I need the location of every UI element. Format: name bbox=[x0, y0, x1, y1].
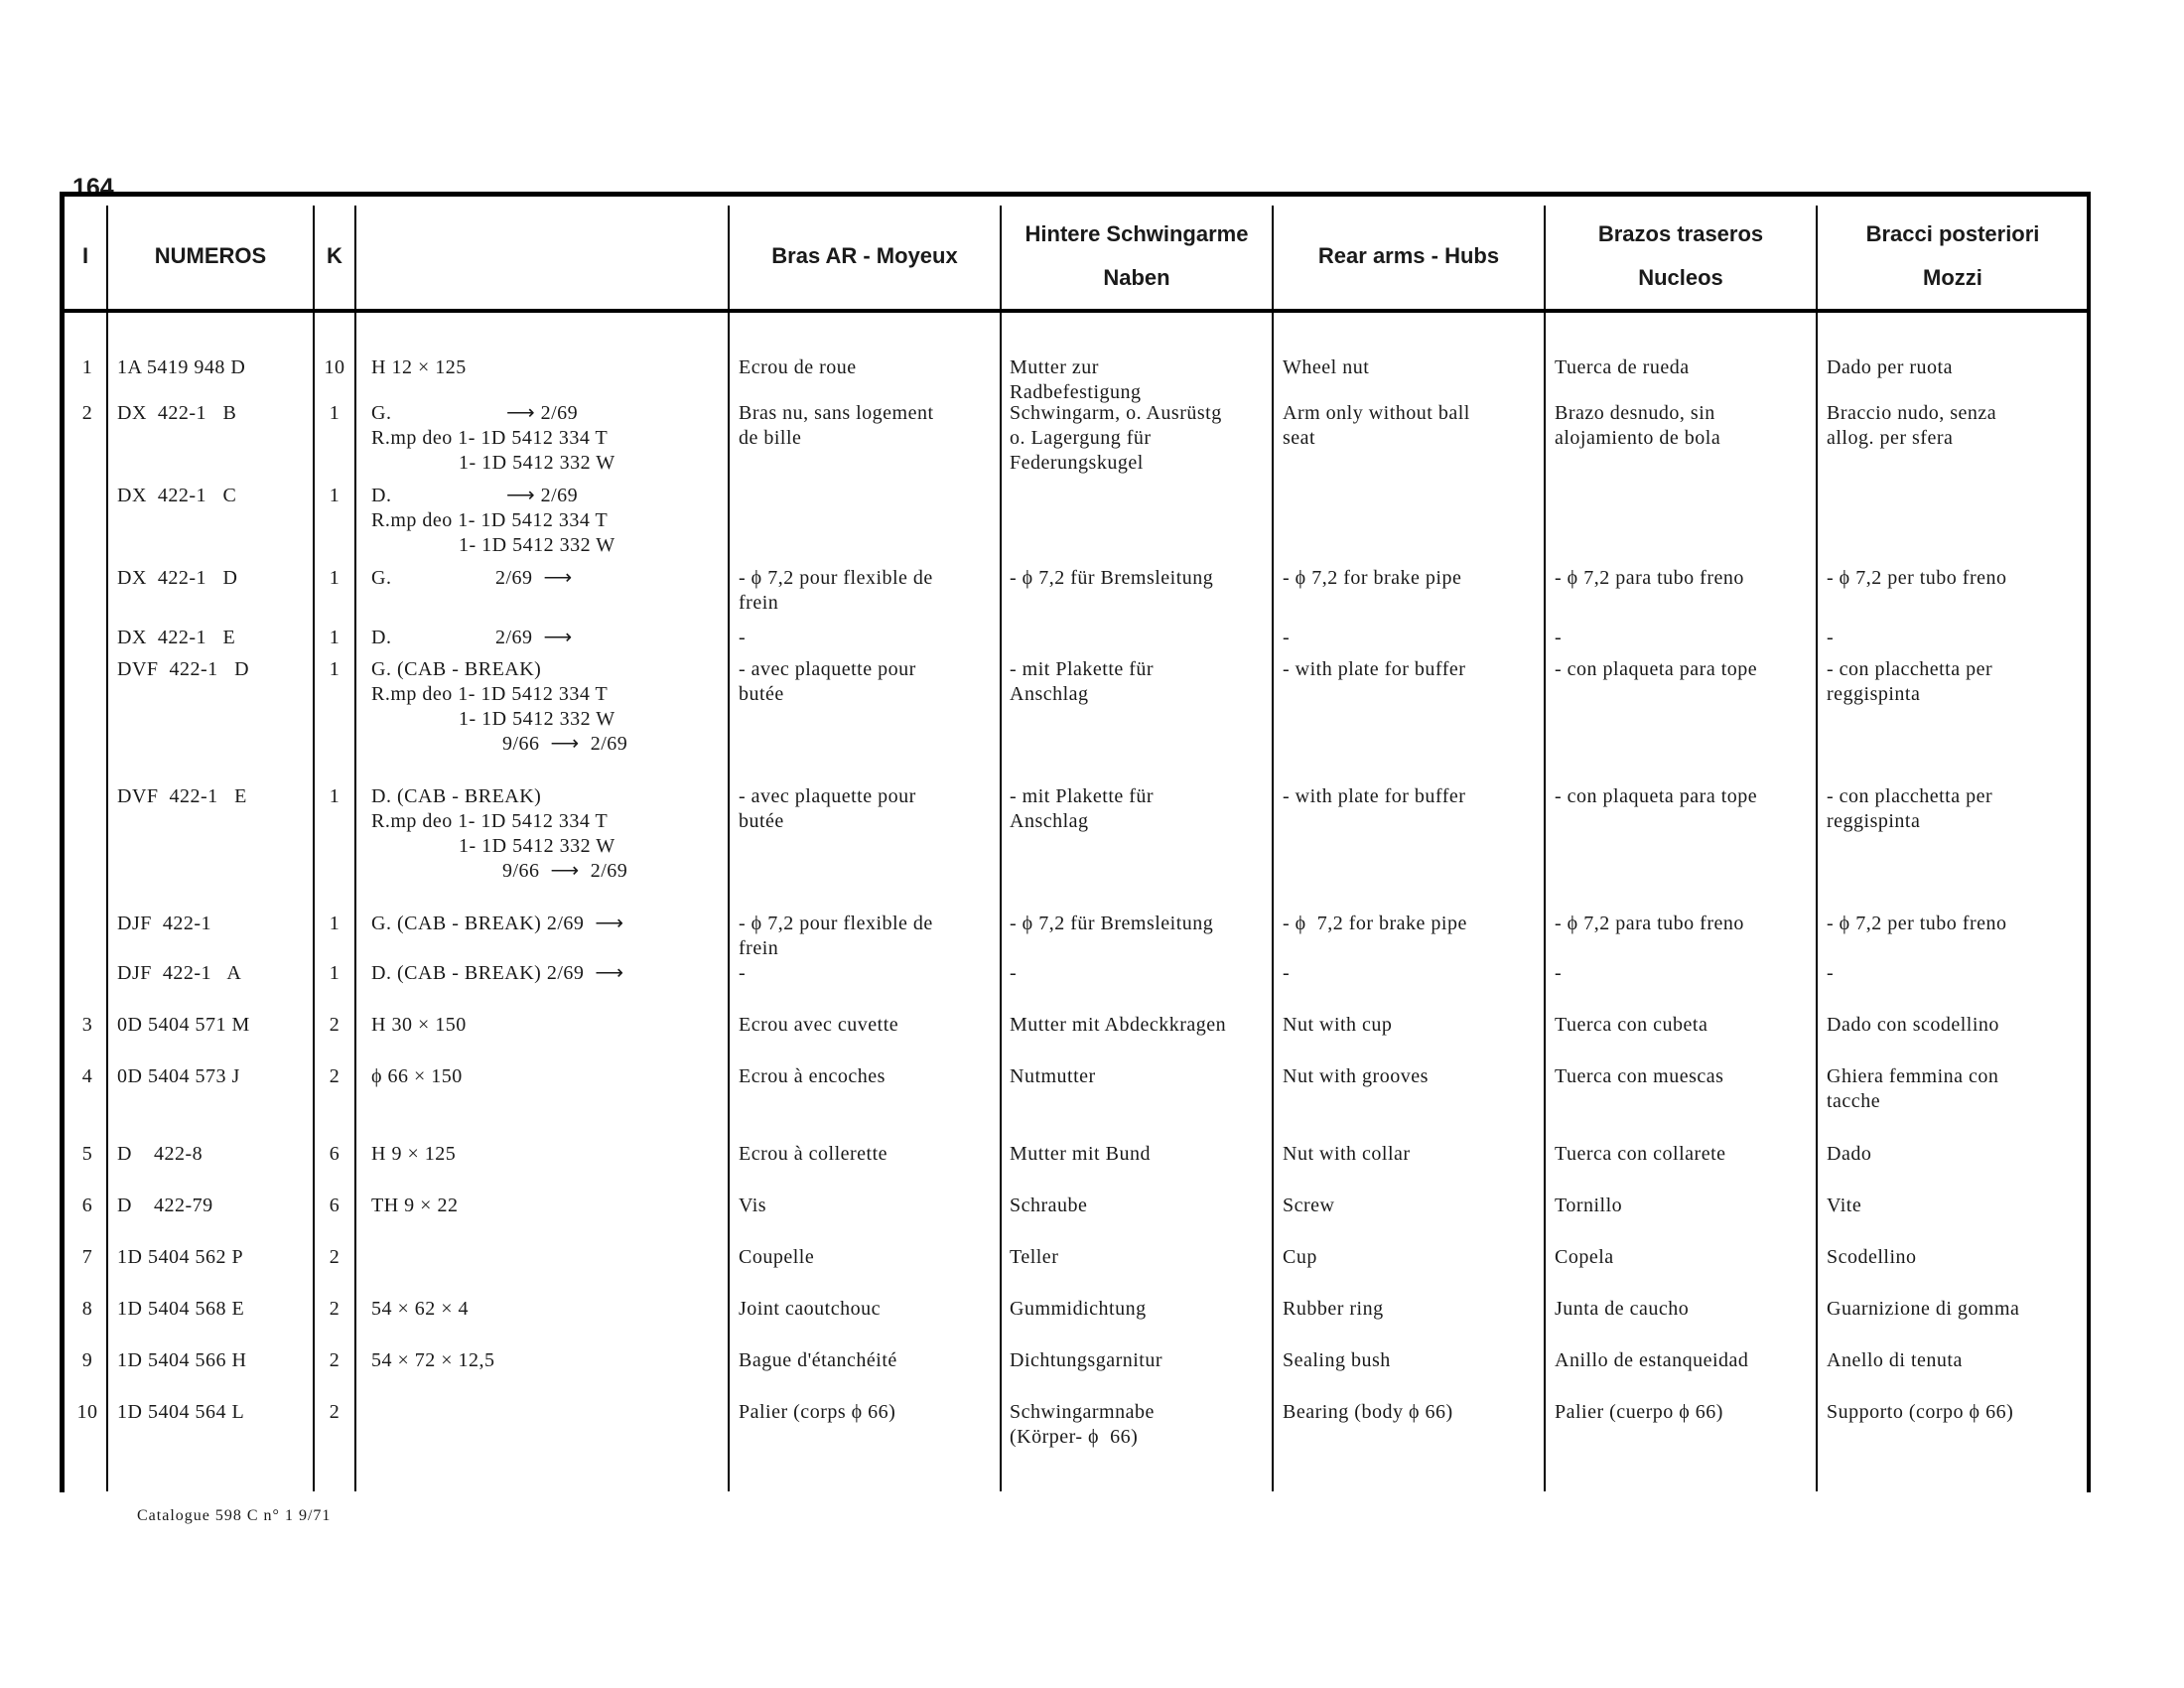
description-spanish: - con plaqueta para tope bbox=[1555, 658, 1758, 680]
description-german: Mutter mit Bund bbox=[1010, 1143, 1151, 1165]
description-english: Nut with grooves bbox=[1283, 1065, 1429, 1087]
header-numeros: NUMEROS bbox=[154, 242, 267, 268]
designation: H 12 × 125 bbox=[371, 356, 467, 378]
quantity-k: 1 bbox=[329, 627, 341, 648]
part-number: DJF 422-1 A bbox=[117, 962, 242, 984]
part-number: DX 422-1 E bbox=[117, 627, 236, 648]
description-italian: Dado per ruota bbox=[1827, 356, 1953, 378]
row-index: 3 bbox=[81, 1014, 93, 1036]
column-divider bbox=[1816, 206, 1818, 1491]
quantity-k: 1 bbox=[329, 567, 341, 589]
description-french: - ϕ 7,2 pour flexible de frein bbox=[739, 567, 933, 614]
description-english: - with plate for buffer bbox=[1283, 658, 1466, 680]
quantity-k: 2 bbox=[329, 1401, 341, 1423]
description-italian: Ghiera femmina con tacche bbox=[1827, 1065, 1999, 1112]
quantity-k: 1 bbox=[329, 962, 341, 984]
quantity-k: 1 bbox=[329, 485, 341, 506]
description-english: Arm only without ball seat bbox=[1283, 402, 1470, 449]
description-german: - ϕ 7,2 für Bremsleitung bbox=[1010, 567, 1214, 589]
header-english: Rear arms - Hubs bbox=[1317, 242, 1500, 268]
part-number: 1A 5419 948 D bbox=[117, 356, 246, 378]
description-german: Schwingarm, o. Ausrüstg o. Lagergung für Federungskugel bbox=[1010, 402, 1222, 474]
description-italian: - ϕ 7,2 per tubo freno bbox=[1827, 567, 2007, 589]
description-spanish: Tuerca de rueda bbox=[1555, 356, 1690, 378]
description-french: - avec plaquette pour butée bbox=[739, 658, 916, 705]
designation: G. (CAB - BREAK) R.mp deo 1- 1D 5412 334 T 1- 1D 5412 332 W 9/66 ⟶ 2/69 bbox=[371, 658, 628, 755]
description-german: - bbox=[1010, 962, 1018, 984]
description-english: - bbox=[1283, 962, 1291, 984]
description-italian: Dado bbox=[1827, 1143, 1872, 1165]
description-spanish: Junta de caucho bbox=[1555, 1298, 1690, 1320]
quantity-k: 1 bbox=[329, 402, 341, 424]
description-italian: - bbox=[1827, 962, 1835, 984]
designation: G. 2/69 ⟶ bbox=[371, 567, 573, 589]
column-divider bbox=[728, 206, 730, 1491]
catalogue-footer: Catalogue 598 C n° 1 9/71 bbox=[137, 1507, 332, 1524]
description-italian: Supporto (corpo ϕ 66) bbox=[1827, 1401, 2014, 1423]
description-spanish: Tuerca con cubeta bbox=[1555, 1014, 1708, 1036]
part-number: 1D 5404 564 L bbox=[117, 1401, 245, 1423]
designation: H 30 × 150 bbox=[371, 1014, 467, 1036]
description-spanish: Tornillo bbox=[1555, 1195, 1623, 1216]
part-number: 1D 5404 562 P bbox=[117, 1246, 244, 1268]
column-divider bbox=[354, 206, 356, 1491]
part-number: DX 422-1 D bbox=[117, 567, 238, 589]
description-french: Palier (corps ϕ 66) bbox=[739, 1401, 896, 1423]
description-english: - ϕ 7,2 for brake pipe bbox=[1283, 567, 1462, 589]
description-english: Cup bbox=[1283, 1246, 1317, 1268]
header-index: I bbox=[81, 242, 89, 268]
part-number: 1D 5404 566 H bbox=[117, 1349, 247, 1371]
quantity-k: 1 bbox=[329, 785, 341, 807]
quantity-k: 6 bbox=[329, 1143, 341, 1165]
description-english: Screw bbox=[1283, 1195, 1335, 1216]
part-number: DVF 422-1 D bbox=[117, 658, 250, 680]
part-number: D 422-79 bbox=[117, 1195, 213, 1216]
designation: H 9 × 125 bbox=[371, 1143, 457, 1165]
quantity-k: 2 bbox=[329, 1298, 341, 1320]
quantity-k: 2 bbox=[329, 1349, 341, 1371]
description-english: Wheel nut bbox=[1283, 356, 1370, 378]
description-german: Gummidichtung bbox=[1010, 1298, 1147, 1320]
designation: TH 9 × 22 bbox=[371, 1195, 459, 1216]
part-number: DX 422-1 B bbox=[117, 402, 237, 424]
row-index: 2 bbox=[81, 402, 93, 424]
quantity-k: 1 bbox=[329, 913, 341, 934]
part-number: D 422-8 bbox=[117, 1143, 204, 1165]
description-english: - with plate for buffer bbox=[1283, 785, 1466, 807]
description-german: Mutter zur Radbefestigung bbox=[1010, 356, 1142, 403]
designation: D. ⟶ 2/69 R.mp deo 1- 1D 5412 334 T 1- 1D 5412 332 W bbox=[371, 485, 615, 556]
description-french: Coupelle bbox=[739, 1246, 815, 1268]
description-spanish: - bbox=[1555, 627, 1563, 648]
description-italian: Braccio nudo, senza allog. per sfera bbox=[1827, 402, 1997, 449]
description-spanish: Copela bbox=[1555, 1246, 1614, 1268]
row-index: 1 bbox=[81, 356, 93, 378]
header-spanish: Brazos traseros Nucleos bbox=[1597, 220, 1764, 290]
quantity-k: 2 bbox=[329, 1246, 341, 1268]
designation: D. (CAB - BREAK) 2/69 ⟶ bbox=[371, 962, 624, 984]
header-german: Hintere Schwingarme Naben bbox=[1024, 220, 1249, 290]
description-german: Mutter mit Abdeckkragen bbox=[1010, 1014, 1227, 1036]
description-french: - avec plaquette pour butée bbox=[739, 785, 916, 832]
description-italian: Anello di tenuta bbox=[1827, 1349, 1963, 1371]
description-german: - ϕ 7,2 für Bremsleitung bbox=[1010, 913, 1214, 934]
description-italian: Dado con scodellino bbox=[1827, 1014, 1999, 1036]
description-spanish: Anillo de estanqueidad bbox=[1555, 1349, 1749, 1371]
designation: G. (CAB - BREAK) 2/69 ⟶ bbox=[371, 913, 624, 934]
description-spanish: Tuerca con collarete bbox=[1555, 1143, 1726, 1165]
part-number: DJF 422-1 bbox=[117, 913, 212, 934]
part-number: 0D 5404 573 J bbox=[117, 1065, 240, 1087]
description-english: Bearing (body ϕ 66) bbox=[1283, 1401, 1453, 1423]
part-number: 0D 5404 571 M bbox=[117, 1014, 250, 1036]
column-divider bbox=[1000, 206, 1002, 1491]
column-divider bbox=[106, 206, 108, 1491]
header-k: K bbox=[327, 242, 342, 268]
designation: 54 × 72 × 12,5 bbox=[371, 1349, 495, 1371]
description-french: - bbox=[739, 627, 747, 648]
description-italian: Scodellino bbox=[1827, 1246, 1917, 1268]
description-french: Ecrou de roue bbox=[739, 356, 857, 378]
quantity-k: 1 bbox=[329, 658, 341, 680]
designation: D. (CAB - BREAK) R.mp deo 1- 1D 5412 334 T 1- 1D 5412 332 W 9/66 ⟶ 2/69 bbox=[371, 785, 628, 882]
header-italian: Bracci posteriori Mozzi bbox=[1865, 220, 2040, 290]
description-english: - ϕ 7,2 for brake pipe bbox=[1283, 913, 1467, 934]
designation: G. ⟶ 2/69 R.mp deo 1- 1D 5412 334 T 1- 1D 5412 332 W bbox=[371, 402, 615, 474]
column-divider bbox=[1544, 206, 1546, 1491]
description-spanish: - con plaqueta para tope bbox=[1555, 785, 1758, 807]
description-french: Joint caoutchouc bbox=[739, 1298, 881, 1320]
quantity-k: 2 bbox=[329, 1065, 341, 1087]
description-english: - bbox=[1283, 627, 1291, 648]
description-spanish: Tuerca con muescas bbox=[1555, 1065, 1724, 1087]
description-french: Ecrou à collerette bbox=[739, 1143, 888, 1165]
quantity-k: 10 bbox=[324, 356, 345, 378]
description-german: Schwingarmnabe (Körper- ϕ 66) bbox=[1010, 1401, 1155, 1448]
designation: D. 2/69 ⟶ bbox=[371, 627, 573, 648]
row-index: 4 bbox=[81, 1065, 93, 1087]
description-italian: - con placchetta per reggispinta bbox=[1827, 658, 1993, 705]
quantity-k: 2 bbox=[329, 1014, 341, 1036]
designation: ϕ 66 × 150 bbox=[371, 1065, 463, 1087]
description-english: Nut with cup bbox=[1283, 1014, 1393, 1036]
description-italian: - ϕ 7,2 per tubo freno bbox=[1827, 913, 2007, 934]
description-french: Bras nu, sans logement de bille bbox=[739, 402, 934, 449]
description-italian: Guarnizione di gomma bbox=[1827, 1298, 2020, 1320]
description-french: - bbox=[739, 962, 747, 984]
part-number: DX 422-1 C bbox=[117, 485, 237, 506]
header-designation bbox=[356, 209, 728, 303]
description-french: Bague d'étanchéité bbox=[739, 1349, 897, 1371]
description-italian: - bbox=[1827, 627, 1835, 648]
description-english: Nut with collar bbox=[1283, 1143, 1411, 1165]
header-french: Bras AR - Moyeux bbox=[771, 242, 958, 268]
description-german: - mit Plakette für Anschlag bbox=[1010, 785, 1155, 832]
description-spanish: - ϕ 7,2 para tubo freno bbox=[1555, 913, 1744, 934]
part-number: 1D 5404 568 E bbox=[117, 1298, 245, 1320]
designation: 54 × 62 × 4 bbox=[371, 1298, 470, 1320]
description-german: Nutmutter bbox=[1010, 1065, 1096, 1087]
page-number: 164 bbox=[72, 174, 114, 202]
description-spanish: Brazo desnudo, sin alojamiento de bola bbox=[1555, 402, 1721, 449]
description-spanish: - ϕ 7,2 para tubo freno bbox=[1555, 567, 1744, 589]
row-index: 8 bbox=[81, 1298, 93, 1320]
description-french: Ecrou avec cuvette bbox=[739, 1014, 899, 1036]
column-divider bbox=[1272, 206, 1274, 1491]
row-index: 5 bbox=[81, 1143, 93, 1165]
description-german: Dichtungsgarnitur bbox=[1010, 1349, 1163, 1371]
description-italian: Vite bbox=[1827, 1195, 1862, 1216]
description-german: Schraube bbox=[1010, 1195, 1088, 1216]
quantity-k: 6 bbox=[329, 1195, 341, 1216]
description-french: Ecrou à encoches bbox=[739, 1065, 886, 1087]
description-german: Teller bbox=[1010, 1246, 1059, 1268]
row-index: 6 bbox=[81, 1195, 93, 1216]
row-index: 10 bbox=[76, 1401, 98, 1423]
part-number: DVF 422-1 E bbox=[117, 785, 247, 807]
description-german: - mit Plakette für Anschlag bbox=[1010, 658, 1155, 705]
header-divider bbox=[62, 309, 2091, 313]
description-french: Vis bbox=[739, 1195, 767, 1216]
description-english: Sealing bush bbox=[1283, 1349, 1391, 1371]
description-italian: - con placchetta per reggispinta bbox=[1827, 785, 1993, 832]
row-index: 7 bbox=[81, 1246, 93, 1268]
description-spanish: - bbox=[1555, 962, 1563, 984]
description-french: - ϕ 7,2 pour flexible de frein bbox=[739, 913, 933, 959]
row-index: 9 bbox=[81, 1349, 93, 1371]
description-spanish: Palier (cuerpo ϕ 66) bbox=[1555, 1401, 1723, 1423]
description-english: Rubber ring bbox=[1283, 1298, 1384, 1320]
